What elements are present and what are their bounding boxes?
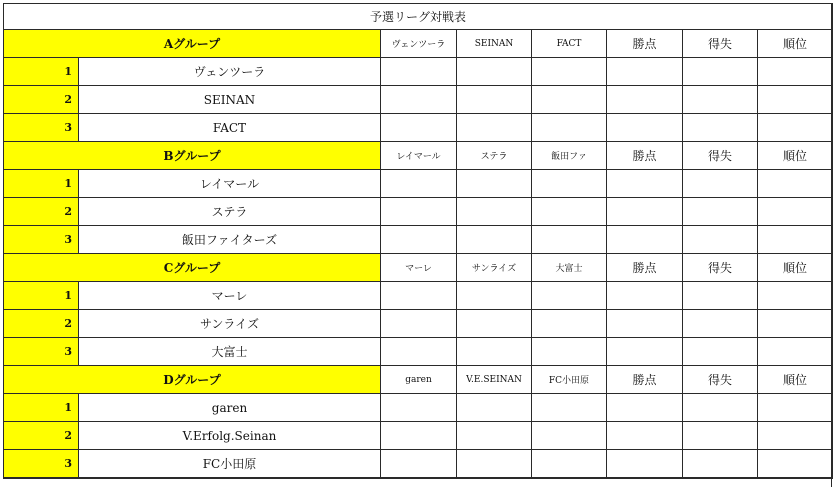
result-cell[interactable]	[607, 198, 683, 226]
opponent-header: 飯田ファ	[532, 142, 607, 170]
result-cell[interactable]	[683, 226, 758, 254]
result-cell[interactable]	[607, 422, 683, 450]
team-number: 2	[4, 310, 79, 338]
opponent-header: V.E.SEINAN	[457, 366, 532, 394]
result-cell[interactable]	[758, 226, 833, 254]
result-cell[interactable]	[381, 58, 457, 86]
team-row	[4, 282, 833, 310]
team-number: 1	[4, 58, 79, 86]
team-number: 1	[4, 170, 79, 198]
result-cell[interactable]	[607, 58, 683, 86]
group-header-row	[4, 30, 833, 58]
result-cell[interactable]	[381, 170, 457, 198]
result-cell[interactable]	[758, 114, 833, 142]
result-cell[interactable]	[758, 58, 833, 86]
result-cell[interactable]	[457, 450, 532, 479]
team-number: 3	[4, 114, 79, 142]
team-row	[4, 310, 833, 338]
result-cell[interactable]	[683, 310, 758, 338]
stat-header: 勝点	[607, 366, 683, 394]
result-cell[interactable]	[607, 226, 683, 254]
group-header-row	[4, 366, 833, 394]
team-name: 大富士	[79, 338, 381, 366]
result-cell[interactable]	[457, 198, 532, 226]
result-cell[interactable]	[457, 338, 532, 366]
result-cell[interactable]	[607, 282, 683, 310]
result-cell[interactable]	[381, 338, 457, 366]
result-cell[interactable]	[758, 394, 833, 422]
result-cell[interactable]	[758, 450, 833, 479]
result-cell[interactable]	[532, 58, 607, 86]
stat-header: 順位	[758, 142, 833, 170]
result-cell[interactable]	[683, 338, 758, 366]
result-cell[interactable]	[758, 86, 833, 114]
result-cell[interactable]	[683, 86, 758, 114]
result-cell[interactable]	[457, 58, 532, 86]
result-cell[interactable]	[532, 170, 607, 198]
opponent-header: サンライズ	[457, 254, 532, 282]
team-row	[4, 86, 833, 114]
result-cell[interactable]	[758, 170, 833, 198]
stat-header: 勝点	[607, 254, 683, 282]
result-cell[interactable]	[381, 86, 457, 114]
team-name: FC小田原	[79, 450, 381, 479]
stat-header: 順位	[758, 366, 833, 394]
stat-header: 得失	[683, 142, 758, 170]
team-row	[4, 58, 833, 86]
group-label: Cグループ	[4, 254, 381, 282]
result-cell[interactable]	[532, 450, 607, 479]
team-number: 3	[4, 450, 79, 479]
stat-header: 勝点	[607, 142, 683, 170]
result-cell[interactable]	[457, 170, 532, 198]
result-cell[interactable]	[532, 310, 607, 338]
result-cell[interactable]	[457, 86, 532, 114]
result-cell[interactable]	[683, 58, 758, 86]
opponent-header: SEINAN	[457, 30, 532, 58]
opponent-header: FACT	[532, 30, 607, 58]
result-cell[interactable]	[381, 310, 457, 338]
group-label: Aグループ	[4, 30, 381, 58]
team-number: 2	[4, 86, 79, 114]
team-row	[4, 170, 833, 198]
stat-header: 得失	[683, 254, 758, 282]
result-cell[interactable]	[532, 338, 607, 366]
team-number: 1	[4, 394, 79, 422]
team-name: garen	[79, 394, 381, 422]
result-cell[interactable]	[532, 282, 607, 310]
team-row	[4, 226, 833, 254]
result-cell[interactable]	[457, 226, 532, 254]
team-name: マーレ	[79, 282, 381, 310]
result-cell[interactable]	[683, 114, 758, 142]
result-cell[interactable]	[607, 338, 683, 366]
result-cell[interactable]	[607, 310, 683, 338]
result-cell[interactable]	[532, 422, 607, 450]
result-cell[interactable]	[381, 198, 457, 226]
result-cell[interactable]	[457, 394, 532, 422]
result-cell[interactable]	[607, 394, 683, 422]
result-cell[interactable]	[683, 394, 758, 422]
stat-header: 得失	[683, 366, 758, 394]
result-cell[interactable]	[457, 422, 532, 450]
result-cell[interactable]	[381, 114, 457, 142]
table-title: 予選リーグ対戦表	[4, 4, 833, 30]
team-number: 2	[4, 422, 79, 450]
group-header-row	[4, 254, 833, 282]
team-row	[4, 114, 833, 142]
result-cell[interactable]	[683, 282, 758, 310]
result-cell[interactable]	[758, 198, 833, 226]
result-cell[interactable]	[758, 338, 833, 366]
stat-header: 勝点	[607, 30, 683, 58]
opponent-header: 大富士	[532, 254, 607, 282]
team-row	[4, 198, 833, 226]
opponent-header: ステラ	[457, 142, 532, 170]
result-cell[interactable]	[381, 226, 457, 254]
team-row	[4, 338, 833, 366]
result-cell[interactable]	[532, 114, 607, 142]
team-number: 2	[4, 198, 79, 226]
team-row	[4, 450, 833, 479]
title-row	[4, 4, 833, 30]
result-cell[interactable]	[683, 422, 758, 450]
stat-header: 得失	[683, 30, 758, 58]
result-cell[interactable]	[758, 310, 833, 338]
result-cell[interactable]	[381, 394, 457, 422]
opponent-header: マーレ	[381, 254, 457, 282]
team-name: SEINAN	[79, 86, 381, 114]
opponent-header: ヴェンツーラ	[381, 30, 457, 58]
opponent-header: garen	[381, 366, 457, 394]
opponent-header: レイマール	[381, 142, 457, 170]
group-label: Dグループ	[4, 366, 381, 394]
result-cell[interactable]	[381, 450, 457, 479]
result-cell[interactable]	[457, 114, 532, 142]
team-name: FACT	[79, 114, 381, 142]
result-cell[interactable]	[758, 422, 833, 450]
team-row	[4, 422, 833, 450]
team-name: V.Erfolg.Seinan	[79, 422, 381, 450]
result-cell[interactable]	[683, 170, 758, 198]
team-name: ステラ	[79, 198, 381, 226]
stat-header: 順位	[758, 254, 833, 282]
team-name: ヴェンツーラ	[79, 58, 381, 86]
result-cell[interactable]	[532, 394, 607, 422]
right-border	[831, 3, 832, 487]
league-table	[3, 3, 833, 479]
result-cell[interactable]	[457, 282, 532, 310]
team-name: サンライズ	[79, 310, 381, 338]
result-cell[interactable]	[683, 450, 758, 479]
team-number: 3	[4, 226, 79, 254]
opponent-header: FC小田原	[532, 366, 607, 394]
result-cell[interactable]	[607, 450, 683, 479]
result-cell[interactable]	[532, 198, 607, 226]
stat-header: 順位	[758, 30, 833, 58]
team-name: レイマール	[79, 170, 381, 198]
result-cell[interactable]	[758, 282, 833, 310]
group-label: Bグループ	[4, 142, 381, 170]
team-row	[4, 394, 833, 422]
result-cell[interactable]	[607, 86, 683, 114]
result-cell[interactable]	[532, 86, 607, 114]
result-cell[interactable]	[381, 422, 457, 450]
result-cell[interactable]	[607, 170, 683, 198]
result-cell[interactable]	[683, 198, 758, 226]
result-cell[interactable]	[607, 114, 683, 142]
team-number: 3	[4, 338, 79, 366]
result-cell[interactable]	[457, 310, 532, 338]
team-name: 飯田ファイターズ	[79, 226, 381, 254]
result-cell[interactable]	[532, 226, 607, 254]
team-number: 1	[4, 282, 79, 310]
result-cell[interactable]	[381, 282, 457, 310]
group-header-row	[4, 142, 833, 170]
